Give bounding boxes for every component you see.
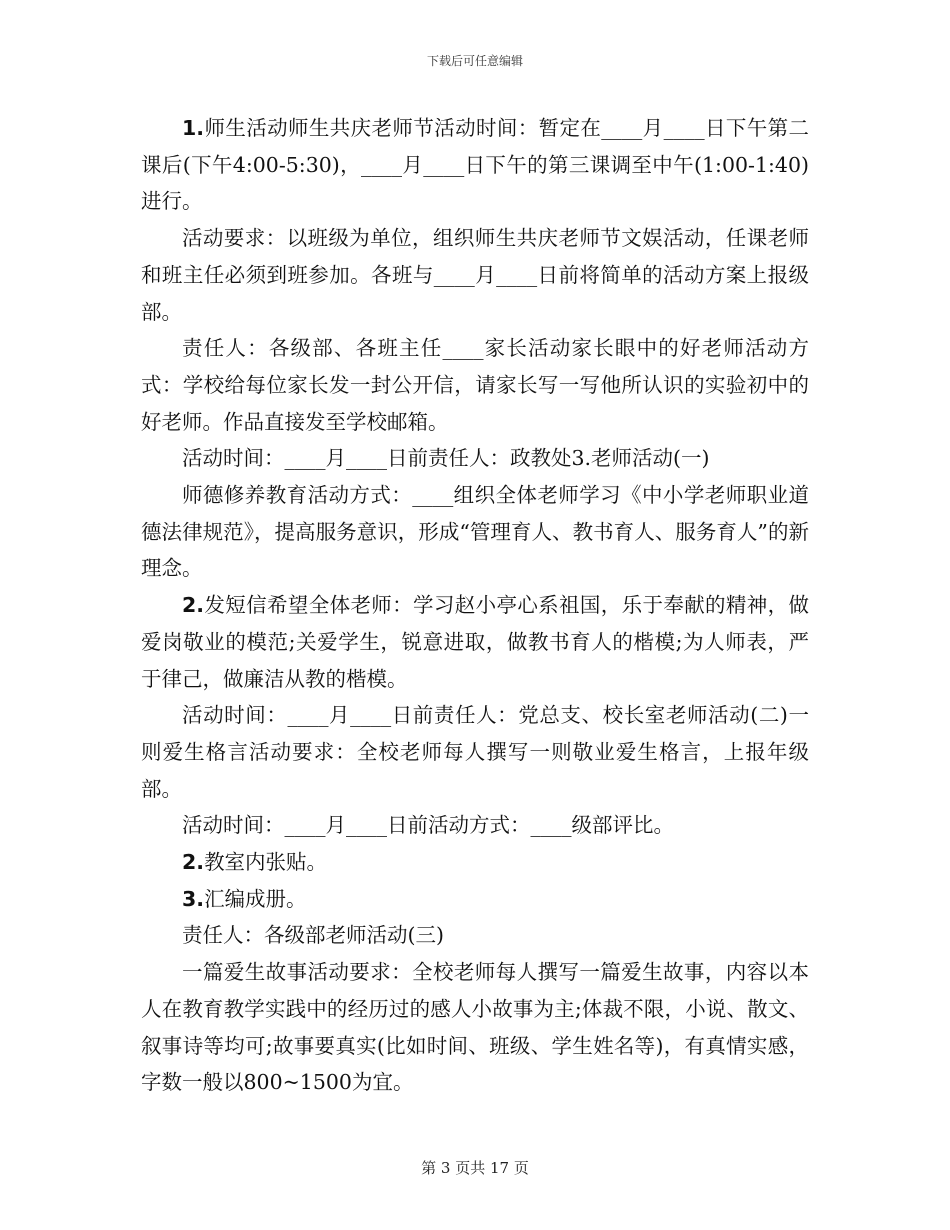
paragraph-text: 汇编成册。 (204, 886, 307, 911)
paragraph-8 (141, 807, 809, 844)
paragraph-10 (141, 881, 809, 918)
paragraph-5 (141, 477, 809, 587)
page-header: 下载后可任意编辑 (426, 54, 523, 68)
paragraph-4 (141, 440, 809, 477)
paragraph-text: 责任人：各级部、各班主任____家长活动家长眼中的好老师活动方式：学校给每位家长发一封公开信，请家长写一写他所认识的实验初中的好老师。作品直接发至学校邮箱。 (141, 336, 809, 434)
paragraph-2 (141, 220, 809, 330)
paragraph-6 (141, 587, 809, 697)
paragraph-text: 一篇爱生故事活动要求：全校老师每人撰写一篇爱生故事，内容以本人在教育教学实践中的经历过的感人小故事为主;体裁不限，小说、散文、叙事诗等均可;故事要真实(比如时间、班级、学生姓名等)，有真情实感，字数一般以800~1500为宜。 (141, 960, 809, 1095)
paragraph-text: 发短信希望全体老师：学习赵小亭心系祖国，乐于奉献的精神，做爱岗敬业的模范;关爱学生，锐意进取，做教书育人的楷模;为人师表，严于律己，做廉洁从教的楷模。 (141, 593, 809, 691)
paragraph-3 (141, 330, 809, 440)
paragraph-text: 活动要求：以班级为单位，组织师生共庆老师节文娱活动，任课老师和班主任必须到班参加。各班与____月____日前将简单的活动方案上报级部。 (141, 226, 809, 324)
list-number: 3. (182, 886, 205, 911)
list-number: 2. (182, 593, 205, 618)
paragraph-text: 活动时间：____月____日前活动方式：____级部评比。 (182, 813, 674, 838)
paragraph-text: 教室内张贴。 (204, 850, 328, 875)
paragraph-text: 师德修养教育活动方式：____组织全体老师学习《中小学老师职业道德法律规范》，提高服务意识，形成“管理育人、教书育人、服务育人”的新理念。 (141, 483, 809, 581)
paragraph-11 (141, 917, 809, 954)
paragraph-text: 活动时间：____月____日前责任人：政教处3.老师活动(一) (182, 446, 710, 471)
document-body (141, 110, 809, 1101)
list-number: 1. (182, 116, 205, 140)
paragraph-12 (141, 954, 809, 1101)
paragraph-9 (141, 844, 809, 881)
paragraph-7 (141, 697, 809, 807)
page-footer: 第 3 页共 17 页 (421, 1159, 529, 1177)
paragraph-text: 责任人：各级部老师活动(三) (182, 923, 444, 948)
list-number: 2. (182, 850, 205, 875)
paragraph-text: 师生活动师生共庆老师节活动时间：暂定在____月____日下午第二课后(下午4:00-5:30)，____月____日下午的第三课调至中午(1:00-1:40)进行。 (141, 116, 809, 214)
paragraph-text: 活动时间：____月____日前责任人：党总支、校长室老师活动(二)一则爱生格言活动要求：全校老师每人撰写一则敬业爱生格言，上报年级部。 (141, 703, 809, 801)
paragraph-1 (141, 110, 809, 220)
